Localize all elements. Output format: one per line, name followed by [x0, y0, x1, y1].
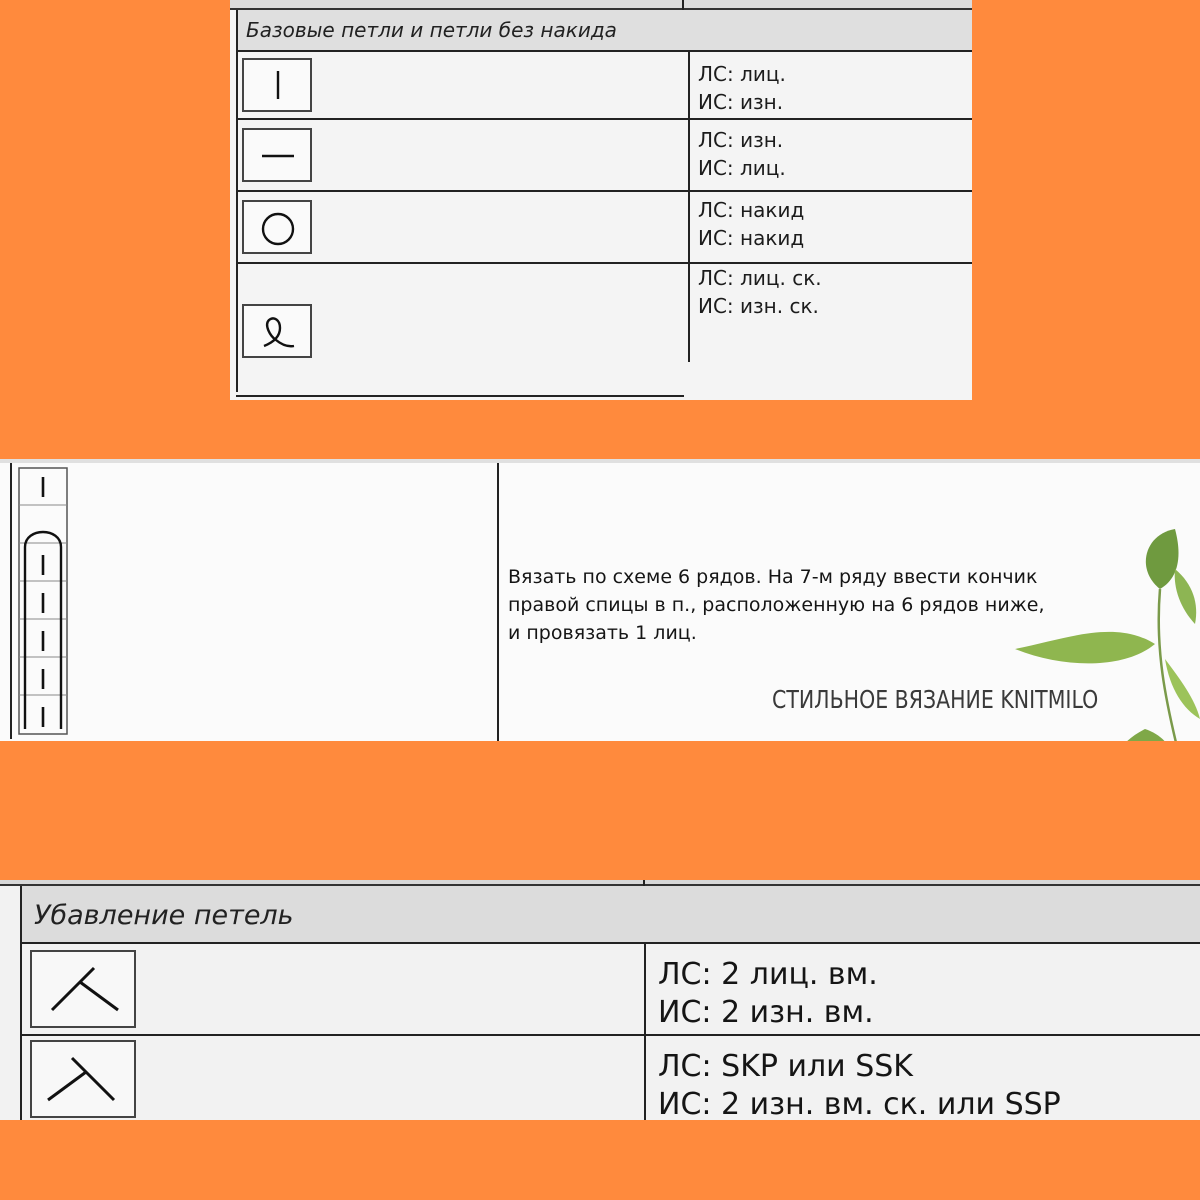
column-divider	[688, 52, 690, 118]
table-bottom-rule	[236, 395, 684, 397]
green-leaf-icon	[1005, 529, 1200, 741]
yarn-over-icon	[242, 200, 312, 254]
purl-stitch-icon	[242, 128, 312, 182]
section-title: Убавление петель	[34, 900, 294, 931]
description-line: ИС: изн.	[698, 90, 784, 114]
elongated-stitch-chart-icon	[18, 467, 70, 737]
description-line: ИС: накид	[698, 226, 805, 250]
description-line: ЛС: 2 лиц. вм.	[658, 957, 878, 992]
elongated-stitch-panel	[0, 459, 1200, 741]
section-title: Базовые петли и петли без накида	[246, 18, 617, 42]
right-decrease-icon	[30, 950, 136, 1028]
table-row	[236, 264, 972, 392]
description-line: ЛС: накид	[698, 198, 805, 222]
section-header	[236, 10, 972, 52]
watermark: СТИЛЬНОЕ ВЯЗАНИЕ KNITMILO	[772, 685, 1099, 714]
description-line: Вязать по схеме 6 рядов. На 7-м ряду ввести кончик	[508, 566, 1038, 588]
description-line: ИС: лиц.	[698, 156, 786, 180]
basic-stitches-panel	[230, 0, 972, 400]
decrease-stitches-panel	[0, 880, 1200, 1120]
description-line: правой спицы в п., расположенную на 6 рядов ниже,	[508, 594, 1045, 616]
description-line: ЛС: лиц. ск.	[698, 266, 822, 290]
description-line: и провязать 1 лиц.	[508, 622, 697, 644]
knit-stitch-icon	[242, 58, 312, 112]
table-top-rule	[230, 0, 972, 10]
section-header	[20, 886, 1200, 944]
column-divider	[497, 463, 499, 741]
column-divider	[644, 944, 646, 1034]
description-line: ЛС: лиц.	[698, 62, 786, 86]
table-row	[236, 192, 972, 264]
description-line: ИС: 2 изн. вм.	[658, 995, 874, 1030]
column-divider	[688, 120, 690, 190]
column-divider-top	[682, 0, 684, 10]
column-divider	[688, 264, 690, 362]
table-row	[20, 1036, 1200, 1120]
description-line: ЛС: SKP или SSK	[658, 1049, 913, 1084]
description-line: ИС: 2 изн. вм. ск. или SSP	[658, 1087, 1061, 1120]
table-row	[236, 120, 972, 192]
description-line: ИС: изн. ск.	[698, 294, 819, 318]
column-divider	[688, 192, 690, 262]
twisted-stitch-icon	[242, 304, 312, 358]
table-row	[20, 944, 1200, 1036]
left-decrease-icon	[30, 1040, 136, 1118]
column-divider	[644, 1036, 646, 1120]
table-row	[236, 52, 972, 120]
description-line: ЛС: изн.	[698, 128, 784, 152]
